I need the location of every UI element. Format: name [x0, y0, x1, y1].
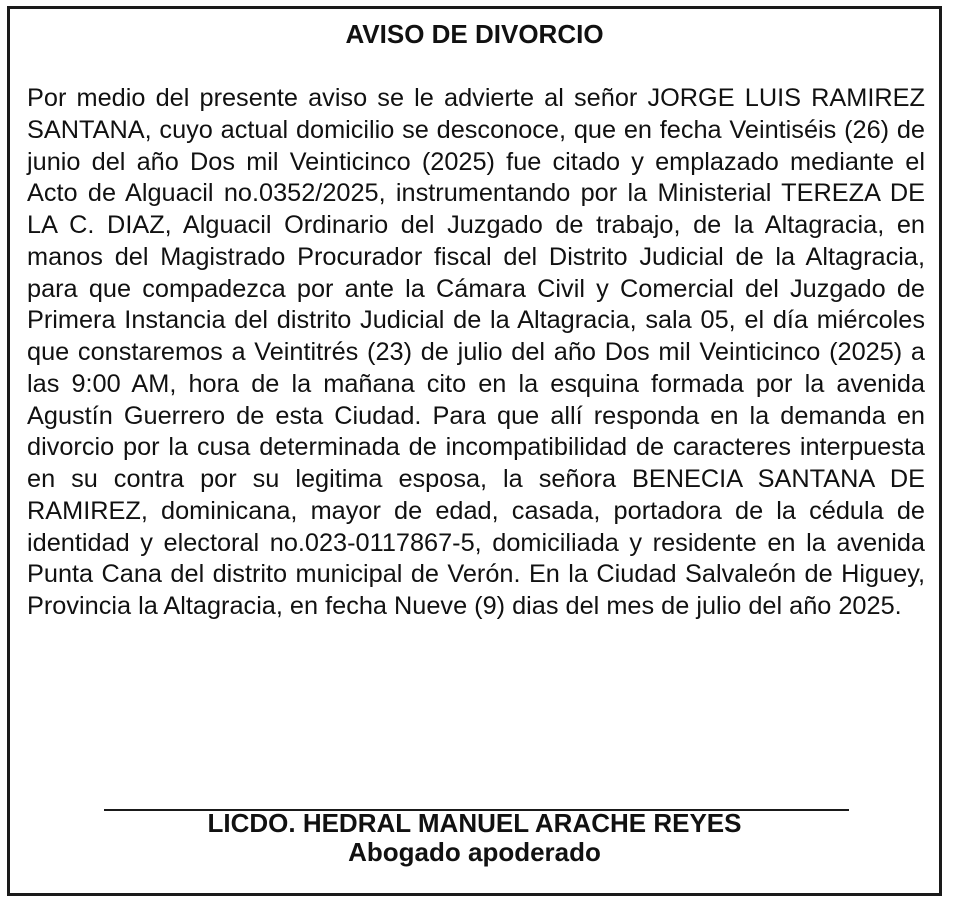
notice-body: Por medio del presente aviso se le advierte al señor JORGE LUIS RAMIREZ SANTANA, cuyo actual domicilio se desconoce, que en fecha Veintiséis (26) de junio del año Dos mil Veinticinco (2025) fue citado y emplazado mediante el Acto de Alguacil no.0352/2025, instrumentando por la Ministerial TEREZA DE LA C. DIAZ, Alguacil Ordinario del Juzgado de trabajo, de la Altagracia, en manos del Magistrado Procurador fiscal del Distrito Judicial de la Altagracia, para que compadezca por ante la Cámara Civil y Comercial del Juzgado de Primera Instancia del distrito Judicial de la Altagracia, sala 05, el día miércoles que constaremos a Veintitrés (23) de julio del año Dos mil Veinticinco (2025) a las 9:00 AM, hora de la mañana cito en la esquina formada por la avenida Agustín Guerrero de esta Ciudad. Para que allí responda en la demanda en divorcio por la cusa determinada de incompatibilidad de caracteres interpuesta en su contra por su legitima esposa, la señora BENECIA SANTANA DE RAMIREZ, dominicana, mayor de edad, casada, portadora de la cédula de identidad y electoral no.023-0117867-5, domiciliada y residente en la avenida Punta Cana del distrito municipal de Verón. En la Ciudad Salvaleón de Higuey, Provincia la Altagracia, en fecha Nueve (9) dias del mes de julio del año 2025.	[27, 84, 925, 620]
divorce-notice	[7, 6, 942, 896]
notice-title: AVISO DE DIVORCIO	[345, 19, 604, 49]
signatory-name: LICDO. HEDRAL MANUEL ARACHE REYES	[207, 808, 742, 838]
signatory-role: Abogado apoderado	[348, 837, 601, 867]
